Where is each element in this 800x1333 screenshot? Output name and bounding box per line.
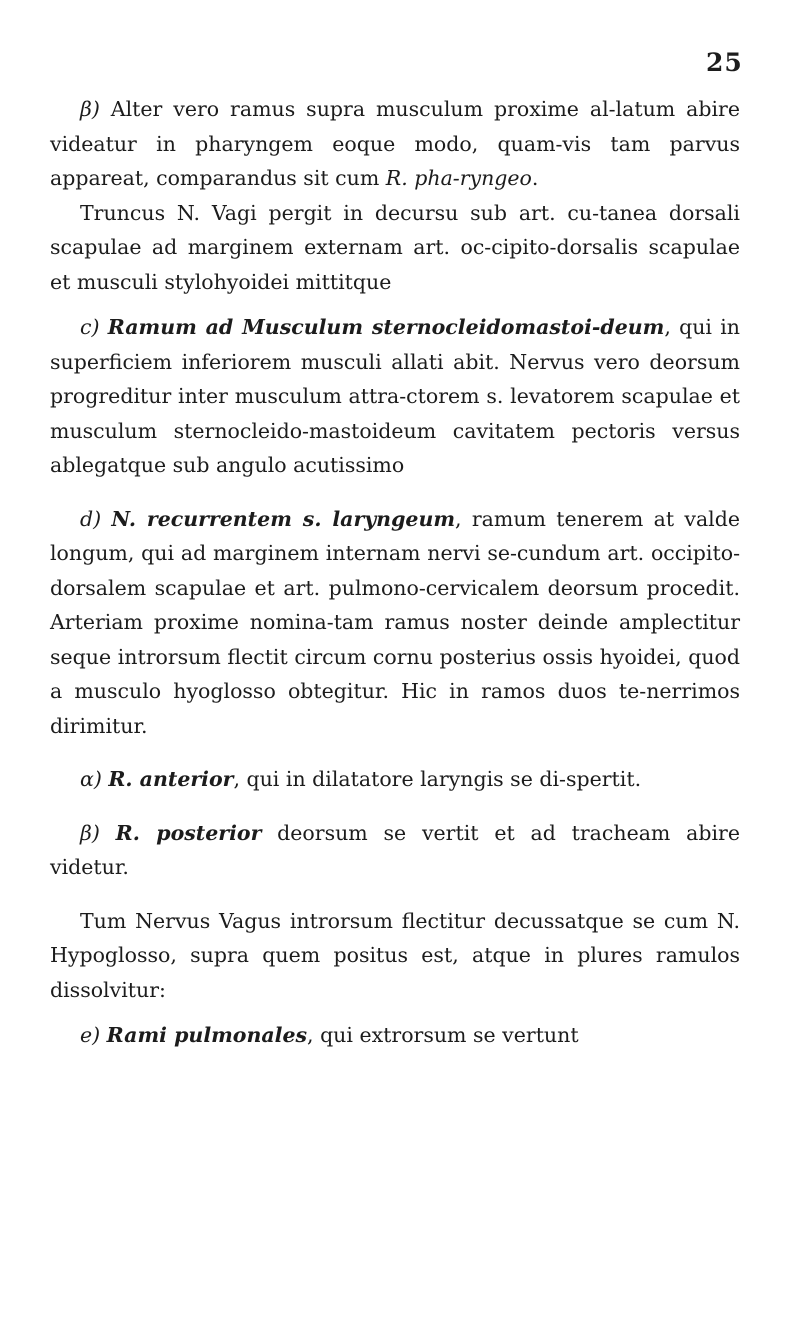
enum-label: e) <box>80 1023 101 1047</box>
nerve-heading: R. posterior <box>115 820 262 845</box>
paragraph-text: , qui in dilatatore laryngis se di-spertit. <box>233 767 642 791</box>
paragraph-text: , qui in superficiem inferiorem musculi allati abit. Nervus vero deorsum progreditur inter musculum attra-ctorem s. levatorem scapulae et musculum sternocleido-mastoideum cavitatem pectoris versus ablegatque sub angulo acutissimo <box>50 315 740 477</box>
paragraph-beta-posterior <box>50 816 740 885</box>
paragraph-text: Truncus N. Vagi pergit in decursu sub art. cu-tanea dorsali scapulae ad marginem externam art. oc-cipito-dorsalis scapulae et musculi stylohyoidei mittitque <box>50 200 740 294</box>
nerve-heading: N. recurrentem s. laryngeum <box>111 506 456 531</box>
paragraph-text: , ramum tenerem at valde longum, qui ad marginem internam nervi se-cundum art. occipito-dorsalem scapulae et art. pulmono-cervicalem deorsum procedit. Arteriam proxime nomina-tam ramus noster deinde amplectitur seque introrsum flectit circum cornu posterius ossis hyoidei, quod a musculo hyoglosso obtegitur. Hic in ramos duos te-nerrimos dirimitur. <box>50 506 740 738</box>
enum-label: α) <box>80 767 102 791</box>
paragraph-e-pulmonary <box>50 1018 740 1053</box>
paragraph-text: Tum Nervus Vagus introrsum flectitur decussatque se cum N. Hypoglosso, supra quem positus est, atque in plures ramulos dissolvitur: <box>50 908 740 1002</box>
enum-label: β) <box>80 97 100 121</box>
paragraph-c-sternocleidomastoid <box>50 310 740 483</box>
paragraph-truncus <box>50 196 740 300</box>
paragraph-d-recurrent <box>50 502 740 744</box>
paragraph-vagus-decussation <box>50 904 740 1008</box>
enum-label: β) <box>80 820 100 845</box>
paragraph-text: deorsum se vertit et ad tracheam abire videtur. <box>50 820 740 879</box>
nerve-heading: Rami pulmonales <box>106 1023 308 1047</box>
nerve-heading: Ramum ad Musculum sternocleidomastoi-deum <box>107 315 665 339</box>
paragraph-tail: . <box>531 166 539 190</box>
term-italic: R. pha-ryngeo <box>385 166 532 190</box>
enum-label: d) <box>80 506 102 531</box>
paragraph-beta-pharyngeal <box>50 92 740 196</box>
enum-label: c) <box>80 315 100 339</box>
paragraph-text: , qui extrorsum se vertunt <box>307 1023 579 1047</box>
page-number: 25 <box>706 48 743 77</box>
paragraph-alpha-anterior <box>50 762 740 797</box>
page-text <box>50 92 740 1053</box>
paragraph-text: Alter vero ramus supra musculum proxime al-latum abire videatur in pharyngem eoque modo, quam-vis tam parvus appareat, comparandus sit cum <box>50 97 740 190</box>
nerve-heading: R. anterior <box>108 767 234 791</box>
